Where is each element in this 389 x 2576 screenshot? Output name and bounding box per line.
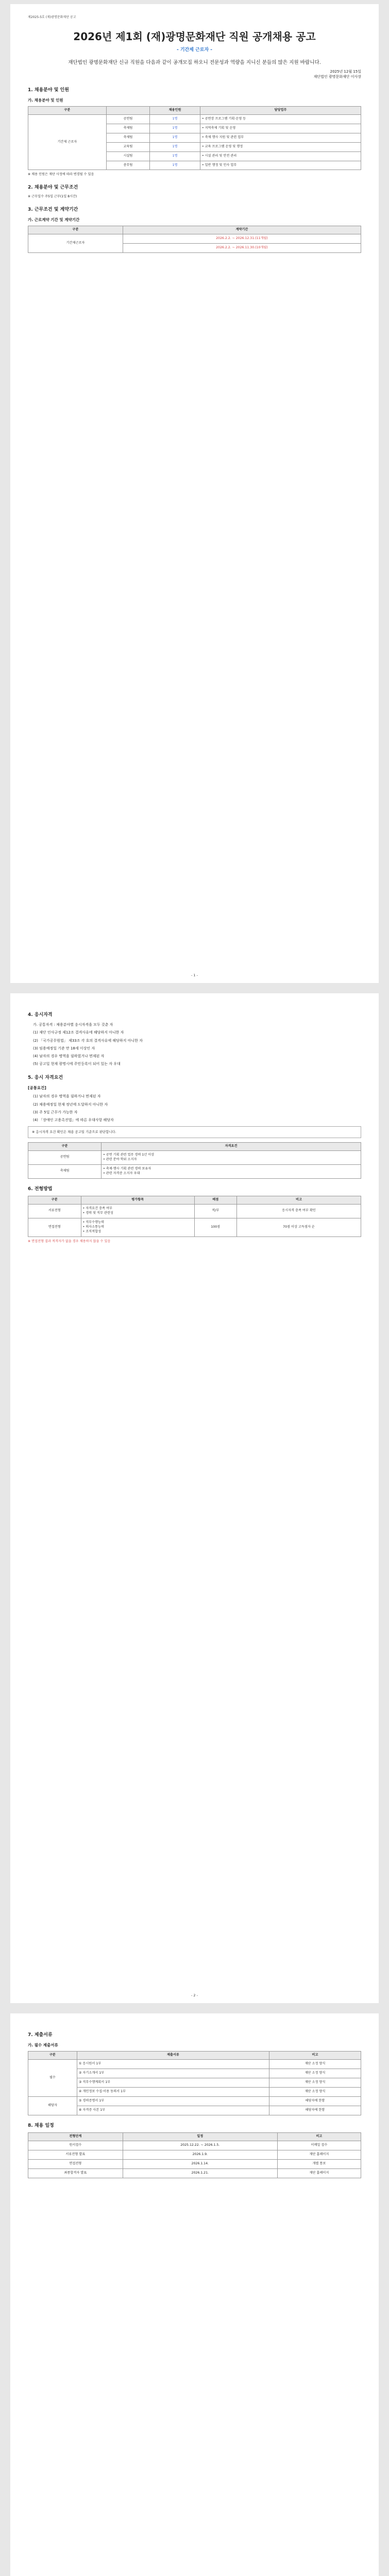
section-title: 7. 제출서류	[28, 2032, 53, 2038]
table-header: 채용인원	[150, 106, 200, 114]
table-cell: 축제팀	[28, 1164, 102, 1178]
table-cell: 2026.1.21.	[123, 2168, 277, 2178]
table-header: 계약기간	[123, 226, 361, 234]
table-cell: 재단 홈페이지	[277, 2150, 361, 2159]
section-title: 2. 채용분야 및 근무조건	[28, 185, 78, 191]
table-cell: 개별 통보	[277, 2159, 361, 2168]
document-page	[10, 4, 379, 983]
table-row	[28, 2159, 361, 2168]
document-page	[10, 993, 379, 2003]
table-row	[28, 2087, 361, 2096]
document-page	[10, 2013, 379, 2576]
page-number: - 1 -	[191, 973, 198, 977]
table-cell: 축제팀	[106, 124, 149, 133]
table-row	[28, 2106, 361, 2115]
table-cell: ③ 직무수행계획서 1부	[77, 2078, 269, 2087]
section-note: ※ 근무일수 주5일 근무(1일 8시간)	[28, 195, 77, 199]
table-cell: 1명	[150, 124, 200, 133]
table-cell: • 직무수행능력 • 의사소통능력 • 조직적합성	[81, 1218, 194, 1236]
table-header: 비고	[269, 2051, 361, 2059]
list-item: (3) 주 5일 근무가 가능한 자	[33, 1110, 78, 1114]
table-row	[28, 1164, 361, 1178]
table-cell: 필수	[28, 2059, 77, 2096]
table-cell: • 축제·행사 기획 관련 경력 보유자 • 관련 자격증 소지자 우대	[102, 1164, 361, 1178]
table-header-row	[28, 106, 361, 114]
table-note: ※ 채용 인원은 재단 사정에 따라 변경될 수 있음	[28, 173, 94, 177]
table-cell: 2026.2.2. ~ 2026.12.31.(11개월)	[123, 234, 361, 244]
table-cell: 기간제 근로자	[28, 114, 107, 170]
table-header: 일정	[123, 2132, 277, 2141]
section-subtitle: [공통요건]	[28, 1085, 46, 1090]
table-cell: 해당자에 한함	[269, 2096, 361, 2106]
notice-box: ※ 응시자격 요건 확인은 채용 공고일 기준으로 판단합니다.	[28, 1126, 361, 1138]
table-cell: • 자격요건 충족 여부 • 경력 및 직무 관련성	[81, 1204, 194, 1218]
table-row	[28, 2069, 361, 2078]
table-cell: 2026.1.9.	[123, 2150, 277, 2159]
table-cell: 1명	[150, 151, 200, 161]
date-text: 2025년 12월 15일	[330, 70, 361, 74]
table-cell: 이메일 접수	[277, 2141, 361, 2150]
table-cell: 면접전형	[28, 1218, 81, 1236]
table-row	[28, 2096, 361, 2106]
list-item: (4) 「장애인 고용촉진법」에 따른 우대사항 해당자	[33, 1118, 114, 1123]
table-header: 배점	[194, 1196, 236, 1204]
list-item: (1) 재단 인사규정 제12조 결격사유에 해당하지 아니한 자	[33, 1030, 124, 1035]
table-cell: 서류전형 발표	[28, 2150, 123, 2159]
notice-header: 제2025-5호 (재)광명문화재단 공고	[28, 15, 76, 19]
table-cell: 70점 이상 고득점자 순	[236, 1218, 361, 1236]
section-title: 5. 응시 자격요건	[28, 1075, 63, 1080]
table-cell: 재단 홈페이지	[277, 2168, 361, 2178]
table-cell: 교육팀	[106, 142, 149, 151]
section-subtitle: 가. 채용분야 및 인원	[28, 97, 63, 103]
table-row	[28, 234, 361, 244]
table-header: 구분	[28, 2051, 77, 2059]
table-cell: ⑤ 경력증명서 1부	[77, 2096, 269, 2106]
list-item: (5) 공고일 현재 광명시에 주민등록이 되어 있는 자 우대	[33, 1062, 121, 1066]
table-cell: • 일반 행정 및 인사 업무	[200, 161, 361, 170]
table-cell: 1명	[150, 142, 200, 151]
table-cell: 총무팀	[106, 161, 149, 170]
table-header: 구분	[28, 226, 123, 234]
table-header: 제출서류	[77, 2051, 269, 2059]
table-cell: 응시자격 충족 여부 확인	[236, 1204, 361, 1218]
table-cell: 해당자	[28, 2096, 77, 2115]
table-cell: 2026.2.2. ~ 2026.11.30.(10개월)	[123, 244, 361, 253]
table-row	[28, 2150, 361, 2159]
contract-table	[28, 226, 361, 253]
table-header: 자격요건	[102, 1142, 361, 1150]
schedule-table	[28, 2132, 361, 2178]
table-cell: 공연팀	[106, 114, 149, 124]
table-cell: ② 자기소개서 1부	[77, 2069, 269, 2078]
section-subtitle: 가. 근로계약 기간 및 계약기간	[28, 217, 80, 223]
table-row	[28, 1150, 361, 1164]
table-cell: 해당자에 한함	[269, 2106, 361, 2115]
table-header-row	[28, 2051, 361, 2059]
section-title: 3. 근무조건 및 계약기간	[28, 207, 78, 213]
table-cell: 면접전형	[28, 2159, 123, 2168]
table-header: 비고	[277, 2132, 361, 2141]
list-item: (2) 「국가공무원법」 제33조 각 호의 결격사유에 해당하지 아니한 자	[33, 1038, 143, 1043]
recruit-table	[28, 106, 361, 171]
page-number: - 2 -	[191, 1993, 198, 1997]
intro-text: 재단법인 광명문화재단 신규 직원을 다음과 같이 공개모집 하오니 전문성과 역량을 지니신 분들의 많은 지원 바랍니다.	[68, 59, 321, 65]
table-cell: 재단 소정 양식	[269, 2087, 361, 2096]
table-cell: ⑥ 자격증 사본 1부	[77, 2106, 269, 2115]
table-row	[28, 1218, 361, 1236]
list-item: (2) 채용예정일 현재 정년에 도달하지 아니한 자	[33, 1102, 108, 1107]
table-cell: 2026.1.14.	[123, 2159, 277, 2168]
date-block	[28, 70, 361, 80]
table-row	[28, 1204, 361, 1218]
table-header-row	[28, 1196, 361, 1204]
table-header-row	[28, 226, 361, 234]
table-header: 구분	[28, 1142, 102, 1150]
list-item: (1) 남자의 경우 병역을 필하거나 면제된 자	[33, 1094, 101, 1099]
table-cell: • 공연 기획 관련 업무 경력 1년 이상 • 관련 분야 학위 소지자	[102, 1150, 361, 1164]
section-title: 8. 채용 일정	[28, 2123, 54, 2128]
table-cell: • 지역축제 기획 및 운영	[200, 124, 361, 133]
table-cell: 공연팀	[28, 1150, 102, 1164]
table-cell: 재단 소정 양식	[269, 2069, 361, 2078]
table-header: 담당업무	[200, 106, 361, 114]
table-header	[106, 106, 149, 114]
list-item: 가. 공통자격 : 채용분야별 응시자격을 모두 갖춘 자	[33, 1023, 113, 1027]
table-cell: 원서접수	[28, 2141, 123, 2150]
section-title: 4. 응시자격	[28, 1012, 53, 1018]
table-header-row	[28, 2132, 361, 2141]
page-subtitle: - 기간제 근로자 -	[176, 47, 213, 53]
table-cell: 적/부	[194, 1204, 236, 1218]
table-cell: 1명	[150, 161, 200, 170]
table-cell: 1명	[150, 133, 200, 142]
table-row	[28, 2078, 361, 2087]
table-cell: 최종합격자 발표	[28, 2168, 123, 2178]
table-cell: 100점	[194, 1218, 236, 1236]
table-header: 구분	[28, 1196, 81, 1204]
table-row	[28, 2141, 361, 2150]
table-header: 전형단계	[28, 2132, 123, 2141]
qualification-table	[28, 1142, 361, 1179]
table-cell: • 시설 관리 및 안전 관리	[200, 151, 361, 161]
evaluation-table	[28, 1196, 361, 1237]
table-row	[28, 2059, 361, 2069]
section-title: 1. 채용분야 및 인원	[28, 87, 69, 93]
section-subtitle: 가. 필수 제출서류	[28, 2043, 58, 2048]
table-cell: 재단 소정 양식	[269, 2059, 361, 2069]
list-item: (4) 남자의 경우 병역을 필하였거나 면제된 자	[33, 1054, 105, 1059]
table-cell: • 교육 프로그램 운영 및 행정	[200, 142, 361, 151]
table-cell: ④ 개인정보 수집·이용 동의서 1부	[77, 2087, 269, 2096]
table-header: 구분	[28, 106, 107, 114]
table-note: ※ 면접전형 결과 적격자가 없을 경우 채용하지 않을 수 있음	[28, 1239, 111, 1243]
table-cell: • 공연장 프로그램 기획·운영 등	[200, 114, 361, 124]
table-header-row	[28, 1142, 361, 1150]
table-cell: 서류전형	[28, 1204, 81, 1218]
list-item: (3) 임용예정일 기준 만 18세 이상인 자	[33, 1046, 95, 1050]
page-title: 2026년 제1회 (재)광명문화재단 직원 공개채용 공고	[73, 30, 316, 43]
table-row	[28, 114, 361, 124]
table-row	[28, 2168, 361, 2178]
table-cell: 축제팀	[106, 133, 149, 142]
table-cell: 2025.12.22. ~ 2026.1.5.	[123, 2141, 277, 2150]
table-header: 평가항목	[81, 1196, 194, 1204]
table-header: 비고	[236, 1196, 361, 1204]
documents-table	[28, 2051, 361, 2115]
org-name: 재단법인 광명문화재단 이사장	[313, 74, 361, 79]
table-cell: ① 응시원서 1부	[77, 2059, 269, 2069]
table-cell: 재단 소정 양식	[269, 2078, 361, 2087]
section-title: 6. 전형방법	[28, 1186, 53, 1192]
table-cell: • 축제 행사 지원 및 관련 업무	[200, 133, 361, 142]
table-cell: 1명	[150, 114, 200, 124]
table-cell: 시설팀	[106, 151, 149, 161]
table-cell: 기간제근로자	[28, 234, 123, 253]
